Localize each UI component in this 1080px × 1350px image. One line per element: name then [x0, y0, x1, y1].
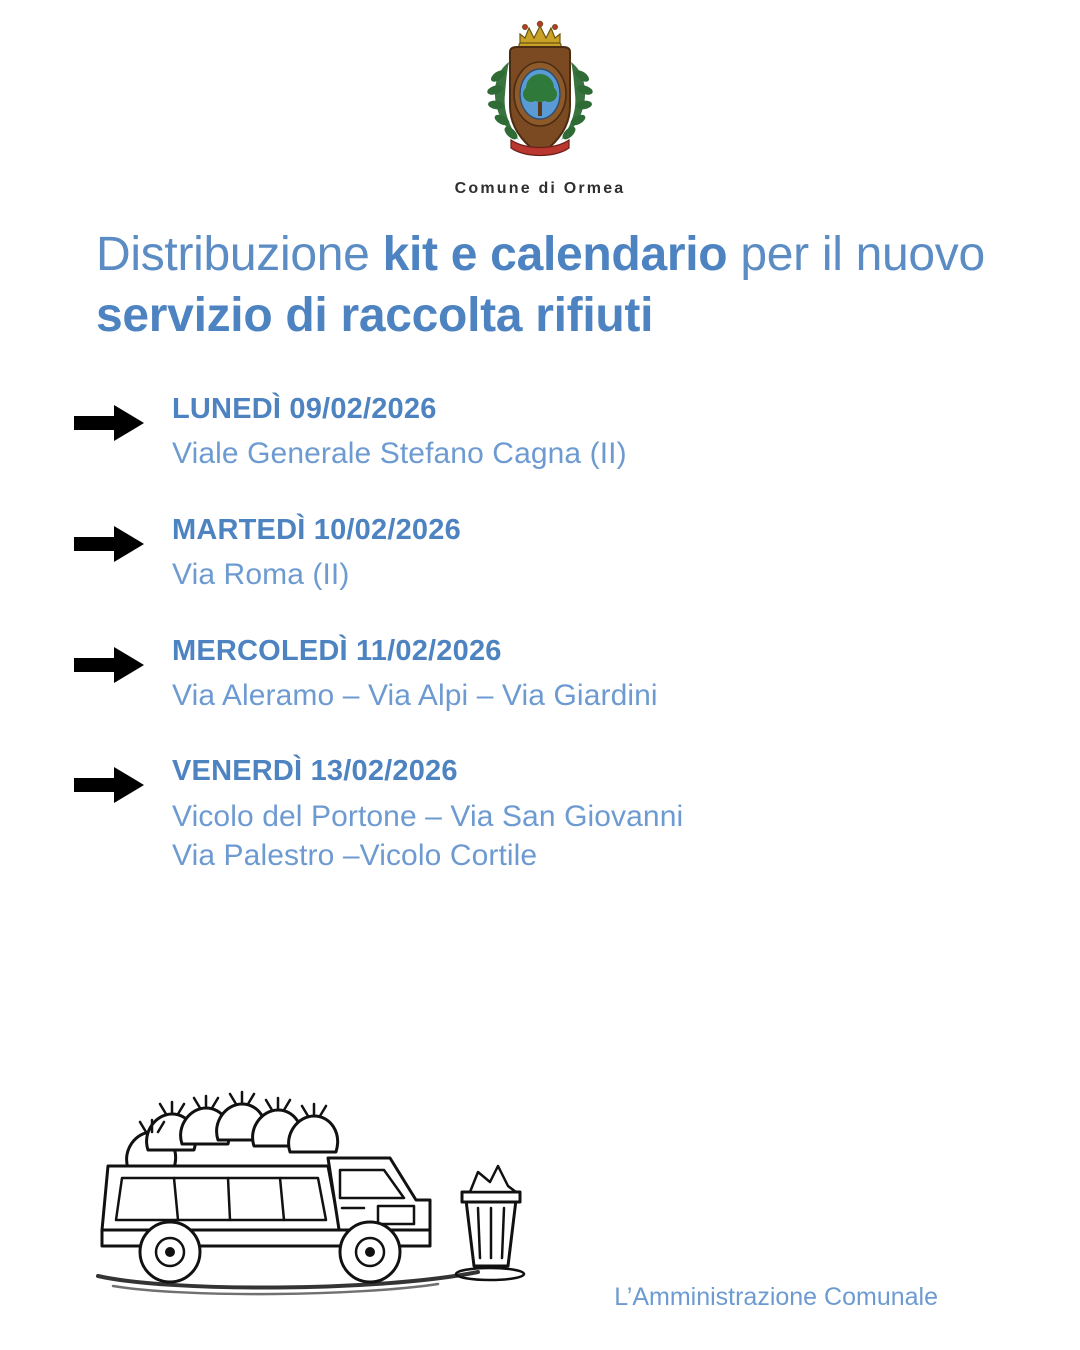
schedule-streets — [172, 434, 1020, 474]
list-item — [74, 512, 1020, 595]
schedule-day: MERCOLEDÌ 11/02/2026 — [172, 634, 502, 667]
street-line: Vicolo del Portone – Via San Giovanni — [172, 799, 684, 833]
schedule-day: VENERDÌ 13/02/2026 — [172, 755, 458, 788]
schedule-streets — [172, 676, 1020, 716]
schedule-day: LUNEDÌ 09/02/2026 — [172, 392, 437, 425]
title-bold-1: kit e calendario — [382, 228, 728, 281]
comune-name: Comune di Ormea — [454, 180, 626, 197]
list-item — [74, 633, 1020, 716]
arrow-right-icon — [74, 526, 144, 562]
list-item — [74, 753, 1020, 875]
footer-signature: L’Amministrazione Comunale — [614, 1283, 938, 1311]
arrow-right-icon — [74, 647, 144, 683]
header — [0, 0, 1080, 198]
list-item — [74, 391, 1020, 474]
garbage-truck-icon — [78, 1040, 548, 1310]
schedule-streets — [172, 797, 1020, 876]
schedule-day: MARTEDÌ 10/02/2026 — [172, 513, 461, 546]
title-part-1: Distribuzione — [96, 228, 383, 281]
schedule-streets — [172, 555, 1020, 595]
street-line: Via Aleramo – Via Alpi – Via Giardini — [172, 678, 658, 712]
page-title — [96, 224, 1010, 347]
title-part-2: per il nuovo — [727, 228, 985, 281]
street-line: Via Roma (II) — [172, 557, 350, 591]
arrow-right-icon — [74, 767, 144, 803]
title-bold-2: servizio di raccolta rifiuti — [96, 289, 654, 343]
street-line: Via Palestro –Vicolo Cortile — [172, 839, 538, 873]
arrow-right-icon — [74, 405, 144, 441]
street-line: Viale Generale Stefano Cagna (II) — [172, 437, 627, 471]
coat-of-arms-icon — [465, 14, 615, 174]
schedule-list — [0, 391, 1080, 876]
